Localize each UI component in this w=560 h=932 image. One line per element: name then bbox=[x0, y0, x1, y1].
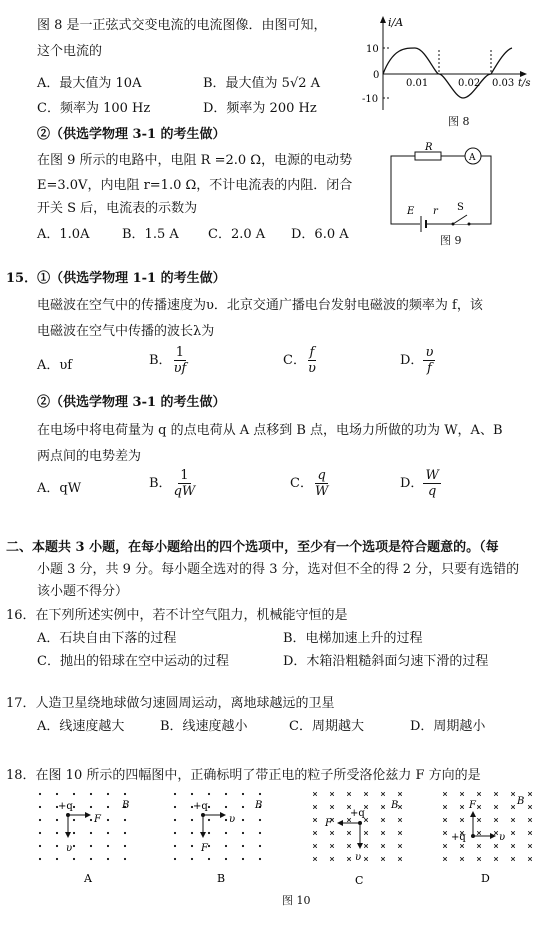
q14-stem-line1: 图 8 是一正弦式交变电流的电流图像．由图可知， bbox=[37, 18, 327, 33]
q14-option-d: D．频率为 200 Hz bbox=[203, 101, 317, 116]
resistor-r bbox=[415, 152, 441, 160]
field-dot bbox=[124, 819, 126, 821]
field-cross bbox=[443, 831, 447, 835]
q17-option-b: B．线速度越小 bbox=[160, 719, 248, 734]
field-dot bbox=[124, 845, 126, 847]
field-dot bbox=[73, 832, 75, 834]
panel-a-field-label: B bbox=[122, 800, 130, 811]
field-cross bbox=[398, 818, 402, 822]
field-dot bbox=[124, 832, 126, 834]
section2-heading-line3: 该小题不得分） bbox=[37, 584, 129, 599]
field-dot bbox=[107, 806, 109, 808]
q15-sub2-title: ②（供选学物理 3-1 的考生做） bbox=[37, 395, 226, 410]
panel-d-velocity-label: υ bbox=[499, 832, 506, 843]
panel-b-velocity-label: υ bbox=[229, 814, 236, 825]
field-cross bbox=[330, 831, 334, 835]
field-dot bbox=[124, 858, 126, 860]
field-cross bbox=[364, 844, 368, 848]
q14-sub2-option-c: C．2.0 A bbox=[208, 227, 266, 242]
q14-option-b: B．最大值为 5√2 A bbox=[203, 76, 321, 91]
panel-a-force-label: F bbox=[94, 814, 101, 825]
figure-9-caption: 图 9 bbox=[440, 234, 462, 247]
field-dot bbox=[90, 806, 92, 808]
field-cross bbox=[494, 818, 498, 822]
field-dot bbox=[107, 793, 109, 795]
graph-y-tick-neg10: -10 bbox=[362, 94, 379, 105]
field-cross bbox=[477, 857, 481, 861]
q15-sub2-line2: 两点间的电势差为 bbox=[37, 449, 142, 464]
field-cross bbox=[381, 857, 385, 861]
figure-8-current-graph bbox=[360, 10, 540, 115]
q15-option-b: B． $\frac{1}{\upsilon f}$ bbox=[149, 345, 187, 376]
field-dot bbox=[90, 845, 92, 847]
field-cross bbox=[528, 805, 532, 809]
field-cross bbox=[494, 792, 498, 796]
figure-10-panel-b bbox=[165, 788, 280, 886]
q15-sub2-option-d: D． $\frac{W}{q}$ bbox=[400, 468, 439, 499]
field-dot bbox=[208, 819, 210, 821]
field-cross bbox=[494, 857, 498, 861]
field-dot bbox=[208, 793, 210, 795]
field-cross bbox=[381, 792, 385, 796]
field-dot bbox=[225, 832, 227, 834]
field-dot bbox=[56, 793, 58, 795]
field-dot bbox=[225, 819, 227, 821]
figure-10-panel-d bbox=[435, 788, 550, 886]
field-cross bbox=[511, 818, 515, 822]
field-dot bbox=[90, 858, 92, 860]
field-cross bbox=[313, 857, 317, 861]
q16-stem: 16．在下列所述实例中，若不计空气阻力，机械能守恒的是 bbox=[6, 608, 348, 623]
field-cross bbox=[460, 844, 464, 848]
panel-d-charge-label: +q bbox=[451, 832, 466, 843]
panel-b-letter: B bbox=[217, 872, 226, 885]
field-dot bbox=[259, 793, 261, 795]
field-cross bbox=[443, 805, 447, 809]
q17-stem: 17．人造卫星绕地球做匀速圆周运动，离地球越远的卫星 bbox=[6, 696, 335, 711]
q15-option-d: D． $\frac{\upsilon}{f}$ bbox=[400, 345, 434, 376]
field-cross bbox=[398, 844, 402, 848]
field-cross bbox=[313, 818, 317, 822]
label-e: E bbox=[407, 206, 415, 217]
field-dot bbox=[39, 845, 41, 847]
field-cross bbox=[347, 844, 351, 848]
field-dot bbox=[242, 832, 244, 834]
q15-sub2-option-c: C． $\frac{q}{W}$ bbox=[290, 468, 329, 499]
field-dot bbox=[242, 845, 244, 847]
field-cross bbox=[347, 792, 351, 796]
field-cross bbox=[347, 857, 351, 861]
field-dot bbox=[225, 806, 227, 808]
panel-d-letter: D bbox=[481, 872, 490, 885]
field-cross bbox=[398, 805, 402, 809]
field-cross bbox=[347, 831, 351, 835]
field-dot bbox=[56, 845, 58, 847]
panel-a-charge-label: +q bbox=[58, 801, 73, 812]
field-dot bbox=[191, 819, 193, 821]
panel-d-force-label: F bbox=[469, 800, 476, 811]
q16-option-a: A．石块自由下落的过程 bbox=[37, 631, 177, 646]
q14-sub2-option-a: A．1.0A bbox=[37, 227, 90, 242]
field-cross bbox=[443, 857, 447, 861]
field-dot bbox=[191, 845, 193, 847]
q14-stem-line2: 这个电流的 bbox=[37, 44, 103, 59]
field-dot bbox=[174, 845, 176, 847]
q16-option-b: B．电梯加速上升的过程 bbox=[283, 631, 423, 646]
q14-sub2-line3: 开关 S 后，电流表的示数为 bbox=[37, 201, 198, 216]
field-dot bbox=[56, 819, 58, 821]
figure-8-caption: 图 8 bbox=[448, 115, 470, 128]
field-dot bbox=[73, 793, 75, 795]
field-dot bbox=[174, 806, 176, 808]
field-cross bbox=[330, 844, 334, 848]
field-dot bbox=[39, 832, 41, 834]
field-cross bbox=[313, 805, 317, 809]
q16-option-d: D．木箱沿粗糙斜面匀速下滑的过程 bbox=[283, 654, 489, 669]
label-s: S bbox=[457, 202, 464, 213]
graph-x-tick-001: 0.01 bbox=[406, 78, 429, 89]
panel-a-letter: A bbox=[84, 872, 92, 885]
field-dot bbox=[259, 832, 261, 834]
field-dot bbox=[208, 806, 210, 808]
field-cross bbox=[313, 831, 317, 835]
field-cross bbox=[477, 805, 481, 809]
field-dot bbox=[225, 845, 227, 847]
field-cross bbox=[460, 792, 464, 796]
field-dot bbox=[73, 858, 75, 860]
field-cross bbox=[330, 857, 334, 861]
field-dot bbox=[39, 806, 41, 808]
label-r: R bbox=[425, 142, 433, 153]
field-dot bbox=[174, 793, 176, 795]
graph-x-label: t/s bbox=[518, 78, 531, 89]
field-dot bbox=[107, 832, 109, 834]
panel-d-field-label: B bbox=[517, 796, 525, 807]
field-cross bbox=[477, 831, 481, 835]
q14-sub2-line1: 在图 9 所示的电路中，电阻 R =2.0 Ω，电源的电动势 bbox=[37, 153, 353, 168]
field-cross bbox=[381, 805, 385, 809]
panel-c-velocity-label: υ bbox=[355, 852, 362, 863]
q15-line1: 电磁波在空气中的传播速度为υ．北京交通广播电台发射电磁波的频率为 f，该 bbox=[37, 298, 483, 313]
field-cross bbox=[460, 818, 464, 822]
field-cross bbox=[443, 844, 447, 848]
label-r-internal: r bbox=[433, 206, 438, 217]
field-dot bbox=[73, 819, 75, 821]
field-dot bbox=[208, 858, 210, 860]
field-cross bbox=[460, 857, 464, 861]
field-cross bbox=[528, 844, 532, 848]
field-dot bbox=[259, 845, 261, 847]
field-dot bbox=[174, 858, 176, 860]
field-cross bbox=[494, 805, 498, 809]
graph-y-tick-10: 10 bbox=[366, 44, 379, 55]
field-cross bbox=[511, 857, 515, 861]
figure-10-panel-a bbox=[30, 788, 145, 886]
field-cross bbox=[443, 792, 447, 796]
field-cross bbox=[364, 857, 368, 861]
field-dot bbox=[242, 819, 244, 821]
panel-b-charge-label: +q bbox=[193, 801, 208, 812]
field-cross bbox=[494, 831, 498, 835]
field-cross bbox=[511, 792, 515, 796]
panel-a-velocity-label: υ bbox=[66, 843, 73, 854]
field-dot bbox=[124, 793, 126, 795]
field-cross bbox=[528, 818, 532, 822]
field-cross bbox=[364, 792, 368, 796]
field-dot bbox=[191, 832, 193, 834]
q14-sub2-title: ②（供选学物理 3-1 的考生做） bbox=[37, 127, 226, 142]
field-dot bbox=[242, 806, 244, 808]
section2-heading-line2: 小题 3 分，共 9 分。每小题全选对的得 3 分，选对但不全的得 2 分，只要有选错的 bbox=[37, 562, 520, 577]
panel-c-force-label: F bbox=[325, 818, 332, 829]
field-dot bbox=[259, 858, 261, 860]
q15-sub2-line1: 在电场中将电荷量为 q 的点电荷从 A 点移到 B 点，电场力所做的功为 W，A、B bbox=[37, 423, 503, 438]
field-dot bbox=[242, 793, 244, 795]
field-cross bbox=[381, 831, 385, 835]
field-cross bbox=[381, 844, 385, 848]
field-dot bbox=[73, 845, 75, 847]
q15-title: 15．①（供选学物理 1-1 的考生做） bbox=[6, 271, 226, 286]
field-cross bbox=[511, 831, 515, 835]
field-dot bbox=[39, 819, 41, 821]
field-cross bbox=[313, 792, 317, 796]
q14-sub2-line2: E=3.0V，内电阻 r=1.0 Ω，不计电流表的内阻．闭合 bbox=[37, 178, 353, 193]
field-dot bbox=[242, 858, 244, 860]
field-cross bbox=[528, 831, 532, 835]
figure-10-panel-c bbox=[305, 788, 420, 886]
field-cross bbox=[313, 844, 317, 848]
field-dot bbox=[107, 845, 109, 847]
graph-x-tick-002: 0.02 bbox=[458, 78, 481, 89]
q14-option-c: C．频率为 100 Hz bbox=[37, 101, 151, 116]
q17-option-a: A．线速度越大 bbox=[37, 719, 125, 734]
field-cross bbox=[477, 818, 481, 822]
field-cross bbox=[477, 792, 481, 796]
field-cross bbox=[460, 805, 464, 809]
field-dot bbox=[90, 793, 92, 795]
panel-c-letter: C bbox=[355, 874, 364, 886]
q14-sub2-option-b: B．1.5 A bbox=[122, 227, 179, 242]
panel-c-charge-label: +q bbox=[350, 808, 365, 819]
label-ammeter: A bbox=[469, 153, 476, 163]
field-dot bbox=[259, 819, 261, 821]
field-dot bbox=[107, 819, 109, 821]
field-dot bbox=[90, 832, 92, 834]
q15-option-a: A．υf bbox=[37, 358, 73, 373]
q16-option-c: C．抛出的铅球在空中运动的过程 bbox=[37, 654, 229, 669]
field-cross bbox=[511, 844, 515, 848]
panel-c-field-label: B bbox=[391, 800, 399, 811]
field-dot bbox=[225, 793, 227, 795]
q14-sub2-option-d: D．6.0 A bbox=[291, 227, 349, 242]
field-dot bbox=[174, 819, 176, 821]
field-dot bbox=[191, 858, 193, 860]
field-cross bbox=[398, 831, 402, 835]
panel-b-field-label: B bbox=[255, 800, 263, 811]
field-dot bbox=[56, 832, 58, 834]
graph-y-label: i/A bbox=[388, 16, 404, 29]
field-dot bbox=[56, 858, 58, 860]
field-dot bbox=[191, 793, 193, 795]
field-cross bbox=[494, 844, 498, 848]
q15-sub2-option-a: A．qW bbox=[37, 481, 82, 496]
q14-option-a: A．最大值为 10A bbox=[37, 76, 142, 91]
figure-9-circuit bbox=[385, 138, 505, 238]
field-cross bbox=[398, 857, 402, 861]
field-dot bbox=[174, 832, 176, 834]
field-cross bbox=[528, 857, 532, 861]
field-cross bbox=[364, 831, 368, 835]
q15-line2: 电磁波在空气中传播的波长λ为 bbox=[37, 324, 215, 339]
field-dot bbox=[107, 858, 109, 860]
field-dot bbox=[208, 845, 210, 847]
panel-b-force-label: F bbox=[201, 843, 208, 854]
field-dot bbox=[73, 806, 75, 808]
field-cross bbox=[330, 805, 334, 809]
graph-y-tick-0: 0 bbox=[373, 70, 380, 81]
q15-sub2-option-b: B． $\frac{1}{qW}$ bbox=[149, 468, 196, 499]
field-dot bbox=[39, 793, 41, 795]
figure-10-caption: 图 10 bbox=[282, 894, 311, 907]
field-dot bbox=[39, 858, 41, 860]
q17-option-c: C．周期越大 bbox=[289, 719, 364, 734]
field-dot bbox=[208, 832, 210, 834]
field-dot bbox=[90, 819, 92, 821]
field-cross bbox=[330, 792, 334, 796]
field-dot bbox=[225, 858, 227, 860]
field-cross bbox=[443, 818, 447, 822]
field-cross bbox=[511, 805, 515, 809]
field-cross bbox=[398, 792, 402, 796]
q18-stem: 18．在图 10 所示的四幅图中，正确标明了带正电的粒子所受洛伦兹力 F 方向的是 bbox=[6, 768, 481, 783]
section2-heading-line1: 二、本题共 3 小题，在每小题给出的四个选项中，至少有一个选项是符合题意的。（每 bbox=[6, 540, 499, 555]
field-cross bbox=[477, 844, 481, 848]
field-cross bbox=[381, 818, 385, 822]
q17-option-d: D．周期越小 bbox=[410, 719, 486, 734]
field-cross bbox=[528, 792, 532, 796]
graph-x-tick-003: 0.03 bbox=[492, 78, 515, 89]
q15-option-c: C． $\frac{f}{\upsilon}$ bbox=[283, 345, 316, 376]
